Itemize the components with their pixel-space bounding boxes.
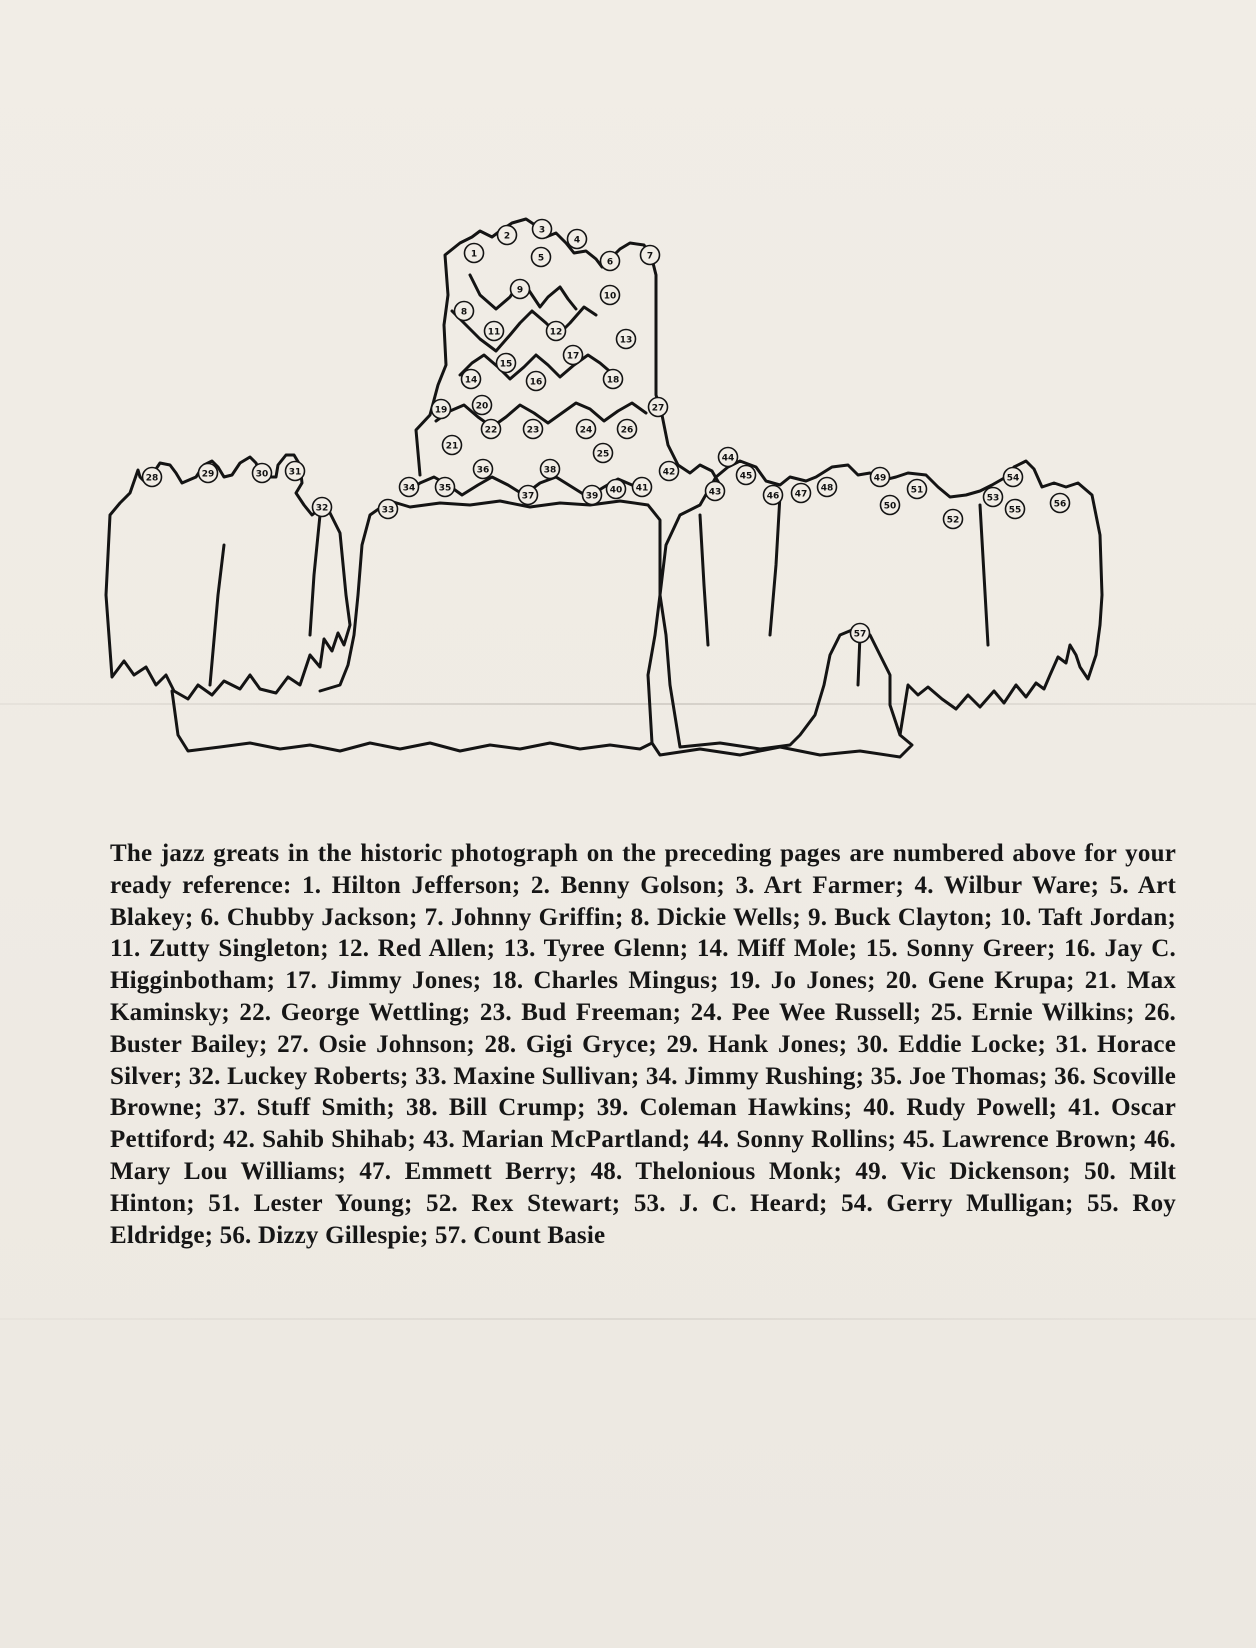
figure-number-label: 38 (543, 465, 557, 476)
figure-number-label: 21 (445, 441, 459, 452)
figure-number-label: 5 (537, 253, 545, 264)
figure-number-label: 57 (853, 629, 867, 640)
figure-number-label: 18 (606, 375, 620, 386)
figure-number-label: 33 (381, 505, 395, 516)
figure-number-label: 30 (255, 469, 269, 480)
figure-number-label: 41 (635, 483, 649, 494)
figure-number-label: 32 (315, 503, 329, 514)
figure-number-label: 56 (1053, 499, 1067, 510)
figure-number-label: 4 (573, 235, 581, 246)
figure-number-label: 26 (620, 425, 634, 436)
figure-number-labels (143, 220, 1070, 643)
figure-number-label: 52 (946, 515, 960, 526)
figure-number-label: 40 (609, 485, 623, 496)
figure-number-label: 53 (986, 493, 1000, 504)
figure-number-label: 17 (566, 351, 580, 362)
figure-number-label: 12 (549, 327, 563, 338)
figure-number-label: 6 (606, 257, 614, 268)
figure-number-label: 2 (503, 231, 511, 242)
figure-number-label: 39 (585, 491, 599, 502)
figure-number-label: 25 (596, 449, 610, 460)
figure-number-label: 54 (1006, 473, 1020, 484)
figure-number-label: 55 (1008, 505, 1022, 516)
figure-number-label: 23 (526, 425, 540, 436)
figure-number-label: 46 (766, 491, 780, 502)
center-group-outline (172, 501, 660, 751)
figure-number-label: 11 (487, 327, 501, 338)
figure-number-label: 42 (662, 467, 676, 478)
figure-number-label: 10 (603, 291, 617, 302)
figure-number-label: 35 (438, 483, 452, 494)
figure-number-label: 7 (646, 251, 654, 262)
figure-number-label: 36 (476, 465, 490, 476)
right-group-outline (652, 461, 1102, 757)
figure-number-label: 51 (910, 485, 924, 496)
figure-number-label: 24 (579, 425, 593, 436)
figure-number-label: 19 (434, 405, 448, 416)
figure-number-label: 1 (470, 249, 478, 260)
paper-fold-crease (0, 1318, 1256, 1320)
figure-number-label: 31 (288, 467, 302, 478)
diagram-caption: The jazz greats in the historic photograph on the preceding pages are numbered above for your ready reference: 1. Hilton Jefferson; 2. Benny Golson; 3. Art Farmer; 4. Wilbur Ware; 5. Art Blakey; 6. Chubby Jackson; 7. Johnny Griffin; 8. Dickie Wells; 9. Buck Clayton; 10. Taft Jordan; 11. Zutty Singleton; 12. Red Allen; 13. Tyree Glenn; 14. Miff Mole; 15. Sonny Greer; 16. Jay C. Higginbotham; 17. Jimmy Jones; 18. Charles Mingus; 19. Jo Jones; 20. Gene Krupa; 21. Max Kaminsky; 22. George Wettling; 23. Bud Freeman; 24. Pee Wee Russell; 25. Ernie Wilkins; 26. Buster Bailey; 27. Osie Johnson; 28. Gigi Gryce; 29. Hank Jones; 30. Eddie Locke; 31. Horace Silver; 32. Luckey Roberts; 33. Maxine Sullivan; 34. Jimmy Rushing; 35. Joe Thomas; 36. Scoville Browne; 37. Stuff Smith; 38. Bill Crump; 39. Coleman Hawkins; 40. Rudy Powell; 41. Oscar Pettiford; 42. Sahib Shihab; 43. Marian McPartland; 44. Sonny Rollins; 45. Lawrence Brown; 46. Mary Lou Williams; 47. Emmett Berry; 48. Thelonious Monk; 49. Vic Dickenson; 50. Milt Hinton; 51. Lester Young; 52. Rex Stewart; 53. J. C. Heard; 54. Gerry Mulligan; 55. Roy Eldridge; 56. Dizzy Gillespie; 57. Count Basie (110, 840, 1176, 1249)
figure-number-label: 20 (475, 401, 489, 412)
figure-number-label: 15 (499, 359, 513, 370)
figure-number-label: 43 (708, 487, 722, 498)
figure-number-label: 8 (460, 307, 468, 318)
figure-number-label: 48 (820, 483, 834, 494)
figure-number-label: 47 (794, 489, 808, 500)
figure-number-label: 13 (619, 335, 633, 346)
figure-number-label: 3 (538, 225, 546, 236)
figure-number-label: 14 (464, 375, 478, 386)
figure-number-label: 27 (651, 403, 665, 414)
figure-number-label: 29 (201, 469, 215, 480)
figure-number-label: 9 (516, 285, 524, 296)
figure-number-label: 34 (402, 483, 416, 494)
figure-number-label: 37 (521, 491, 535, 502)
figure-number-label: 45 (739, 471, 753, 482)
figure-number-label: 49 (873, 473, 887, 484)
figure-number-label: 28 (145, 473, 159, 484)
figure-number-label: 16 (529, 377, 543, 388)
figure-number-label: 22 (484, 425, 498, 436)
figure-number-label: 50 (883, 501, 897, 512)
group-silhouette-key-diagram (100, 215, 1170, 805)
figure-number-label: 44 (721, 453, 735, 464)
